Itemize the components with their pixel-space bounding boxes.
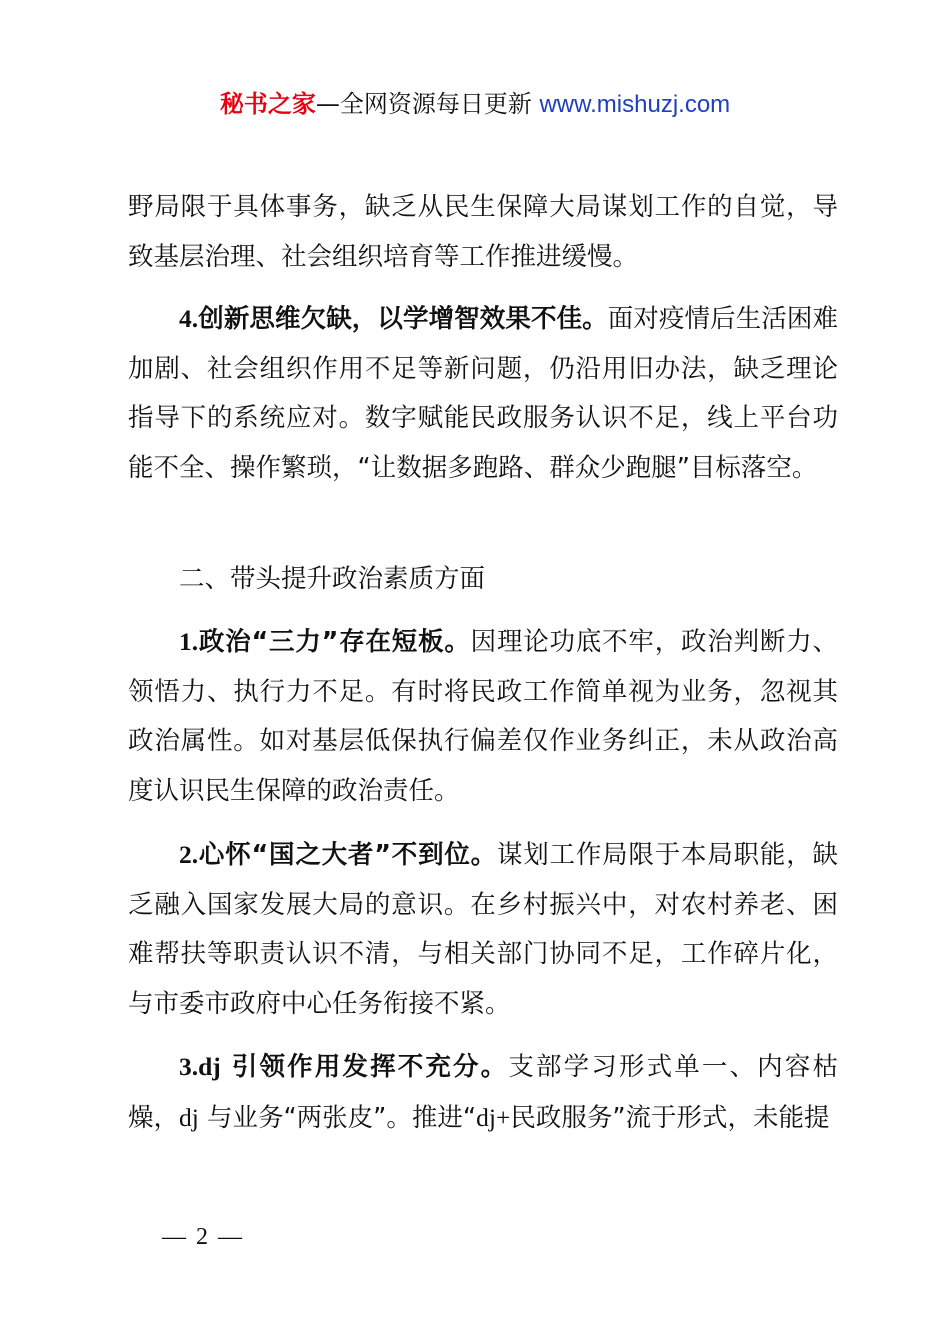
item-heading <box>179 840 497 870</box>
item-heading-text: 心怀“国之大者”不到位。 <box>198 840 497 870</box>
item-body: 面对疫情后生活困难加剧、社会组织作用不足等新问题，仍沿用旧办法，缺乏理论指导下的系统应对。数字赋能民政服务认识不足，线上平台功能不全、操作繁琐，“让数据多跑路、群众少跑腿”目标落空。 <box>128 304 838 483</box>
item-heading <box>179 304 608 334</box>
header-url[interactable]: www.mishuzj.com <box>539 91 731 118</box>
item-body-part: 与业务“两张皮”。推进“ <box>198 1102 477 1133</box>
item-body-part: 民政服务”流于形式，未能提 <box>510 1102 830 1133</box>
item-body-latin: dj+ <box>476 1102 511 1132</box>
item-number: 3. <box>179 1052 199 1081</box>
page-header <box>0 86 950 123</box>
paragraph-item-2 <box>128 830 838 1029</box>
item-body: 谋划工作局限于本局职能，缺乏融入国家发展大局的意识。在乡村振兴中，对农村养老、困难帮扶等职责认识不清，与相关部门协同不足，工作碎片化，与市委市政府中心任务衔接不紧。 <box>128 840 838 1019</box>
paragraph-item-1 <box>128 617 838 816</box>
item-number: 4. <box>179 304 199 333</box>
paragraph-item-4 <box>128 294 838 493</box>
item-body-part: 支部学习形式单一、内容枯燥， <box>128 1052 838 1133</box>
item-heading-text: 创新思维欠缺，以学增智效果不佳。 <box>198 304 608 334</box>
item-number: 2. <box>179 840 199 869</box>
item-heading-text: 引领作用发挥不充分。 <box>220 1052 509 1082</box>
item-heading <box>179 627 471 657</box>
section-heading: 二、带头提升政治素质方面 <box>179 564 486 594</box>
header-slogan: —全网资源每日更新 <box>315 90 532 118</box>
item-heading <box>179 1052 508 1082</box>
item-heading-text: 政治“三力”存在短板。 <box>198 627 471 657</box>
item-body: 因理论功底不牢，政治判断力、领悟力、执行力不足。有时将民政工作简单视为业务，忽视其政治属性。如对基层低保执行偏差仅作业务纠正，未从政治高度认识民生保障的政治责任。 <box>128 627 838 806</box>
paragraph-continuation: 野局限于具体事务，缺乏从民生保障大局谋划工作的自觉，导致基层治理、社会组织培育等工作推进缓慢。 <box>128 192 838 272</box>
item-heading-latin: dj <box>198 1052 221 1081</box>
brand-name: 秘书之家 <box>219 90 316 118</box>
item-body-latin: dj <box>179 1102 199 1132</box>
paragraph-item-3 <box>128 1042 838 1143</box>
page-number: — 2 — <box>162 1224 244 1250</box>
item-number: 1. <box>179 627 199 656</box>
